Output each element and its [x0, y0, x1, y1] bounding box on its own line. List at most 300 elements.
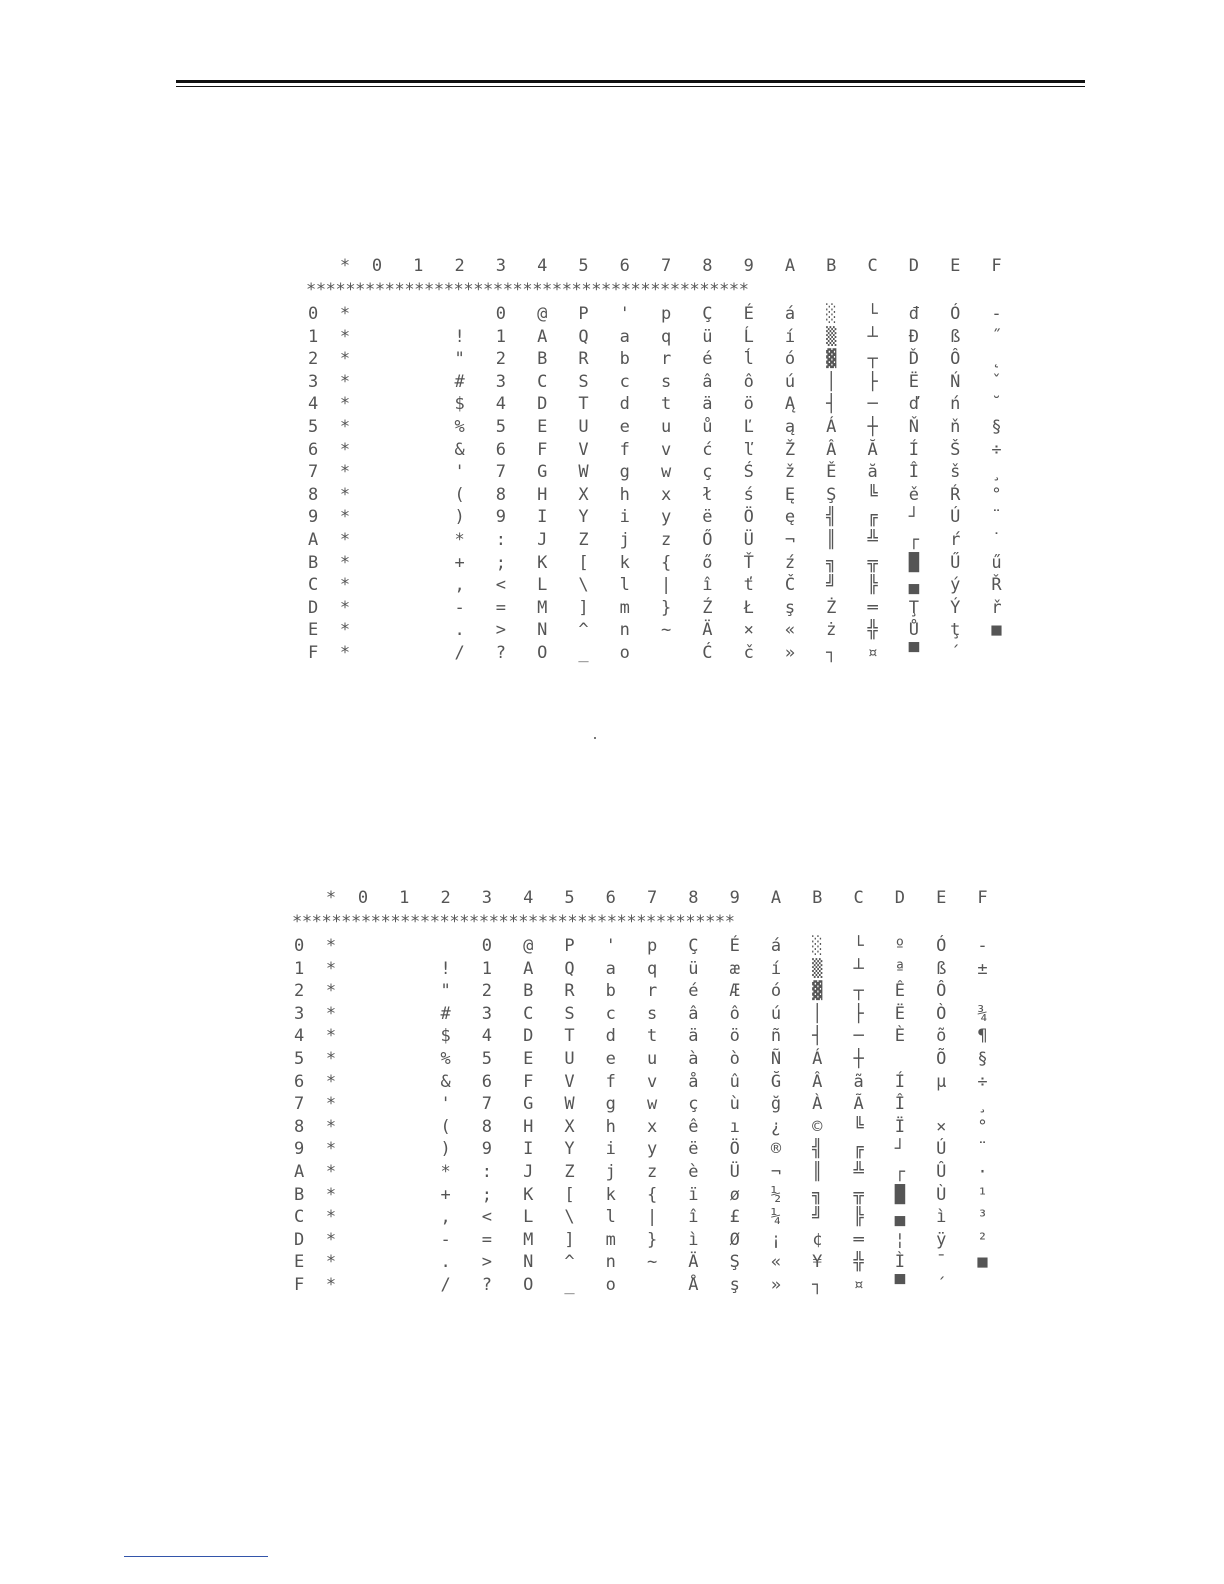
- glyph-cell: é: [688, 981, 699, 1002]
- glyph-cell: ź: [784, 552, 796, 573]
- row-label: 7: [308, 462, 319, 483]
- column-header: B: [826, 256, 837, 276]
- glyph-cell: k: [619, 552, 630, 573]
- glyph-cell: ╩: [867, 530, 878, 550]
- glyph-cell: F: [523, 1071, 534, 1092]
- glyph-cell: ç: [688, 1094, 699, 1115]
- glyph-cell: ┬: [867, 349, 878, 370]
- glyph-cell: č: [743, 643, 754, 663]
- row-label: 2: [294, 981, 305, 1002]
- glyph-cell: ╗: [812, 1184, 823, 1205]
- glyph-cell: (: [440, 1116, 451, 1137]
- glyph-cell: Ë: [908, 371, 920, 392]
- row-label: A: [294, 1162, 305, 1182]
- column-header: 0: [357, 888, 369, 908]
- glyph-cell: ║: [826, 530, 837, 550]
- glyph-cell: î: [702, 575, 713, 596]
- glyph-cell: %: [454, 417, 465, 437]
- glyph-cell: Â: [826, 439, 837, 460]
- glyph-cell: ~: [646, 1252, 658, 1273]
- glyph-cell: ÷: [977, 1071, 988, 1092]
- glyph-cell: ░: [826, 304, 837, 324]
- glyph-cell: £: [729, 1207, 740, 1228]
- glyph-cell: å: [688, 1071, 699, 1092]
- column-header: C: [867, 256, 878, 276]
- glyph-cell: J: [537, 530, 548, 550]
- glyph-cell: W: [564, 1094, 575, 1115]
- glyph-cell: Ç: [688, 936, 699, 956]
- glyph-cell: Í: [894, 1071, 906, 1092]
- glyph-cell: ¶: [977, 1026, 988, 1047]
- glyph-cell: â: [688, 1003, 699, 1024]
- glyph-cell: ╚: [867, 484, 878, 505]
- glyph-cell: Ć: [702, 643, 713, 663]
- glyph-cell: Ř: [991, 575, 1002, 596]
- glyph-cell: ż: [826, 620, 837, 641]
- glyph-cell: 4: [495, 394, 507, 415]
- glyph-cell: [: [564, 1184, 575, 1205]
- glyph-cell: ß: [950, 326, 961, 347]
- glyph-cell: D: [537, 394, 548, 415]
- glyph-cell: Ù: [936, 1184, 947, 1205]
- glyph-cell: ╝: [826, 575, 837, 596]
- glyph-cell: g: [605, 1094, 616, 1115]
- glyph-cell: ┬: [853, 981, 864, 1002]
- glyph-cell: v: [660, 439, 672, 460]
- glyph-cell: É: [743, 304, 754, 324]
- glyph-cell: ╔: [853, 1139, 864, 1160]
- glyph-cell: ╗: [826, 552, 837, 573]
- row-label: E: [308, 620, 319, 641]
- glyph-cell: ─: [867, 394, 878, 415]
- glyph-cell: ¯: [936, 1252, 947, 1273]
- glyph-cell: ─: [853, 1026, 864, 1047]
- glyph-cell: ľ: [743, 439, 754, 460]
- glyph-cell: [: [578, 552, 589, 573]
- glyph-cell: ┘: [894, 1139, 906, 1160]
- column-header: 2: [440, 888, 451, 908]
- header-rule-thick: [176, 80, 1085, 83]
- row-marker: *: [325, 1184, 337, 1205]
- asterisk-rule: *********************************************: [292, 912, 735, 932]
- glyph-cell: Ä: [702, 620, 713, 641]
- glyph-cell: Ö: [743, 507, 754, 528]
- glyph-cell: Ď: [908, 349, 920, 370]
- glyph-cell: c: [619, 371, 630, 392]
- row-marker: *: [339, 484, 351, 505]
- glyph-cell: ś: [743, 484, 754, 505]
- glyph-cell: r: [660, 349, 672, 370]
- glyph-cell: Ě: [826, 462, 837, 483]
- glyph-cell: ▀: [908, 643, 920, 663]
- glyph-cell: ó: [784, 349, 796, 370]
- glyph-cell: ¼: [770, 1207, 782, 1228]
- glyph-cell: =: [481, 1229, 493, 1250]
- glyph-cell: ░: [812, 936, 823, 956]
- glyph-cell: F: [537, 439, 548, 460]
- glyph-cell: $: [454, 394, 465, 415]
- glyph-cell: ř: [991, 597, 1002, 618]
- glyph-cell: ú: [770, 1003, 782, 1024]
- glyph-cell: ¢: [812, 1229, 823, 1250]
- glyph-cell: i: [605, 1139, 616, 1160]
- glyph-cell: ▒: [812, 958, 823, 979]
- row-label: 1: [294, 958, 305, 979]
- glyph-cell: u: [660, 417, 672, 437]
- row-label: 3: [294, 1003, 305, 1024]
- glyph-cell: t: [660, 394, 672, 415]
- glyph-cell: =: [495, 597, 507, 618]
- glyph-cell: ]: [564, 1229, 575, 1250]
- row-label: B: [308, 552, 319, 573]
- column-header: 6: [619, 256, 630, 276]
- glyph-cell: 5: [481, 1049, 493, 1069]
- glyph-cell: 7: [495, 462, 507, 483]
- glyph-cell: !: [440, 958, 451, 979]
- glyph-cell: ┼: [853, 1049, 864, 1069]
- glyph-cell: R: [578, 349, 589, 370]
- glyph-cell: ▄: [894, 1207, 906, 1228]
- glyph-cell: +: [440, 1184, 451, 1205]
- glyph-cell: |: [660, 575, 672, 596]
- glyph-cell: V: [578, 439, 589, 460]
- glyph-cell: g: [619, 462, 630, 483]
- glyph-cell: M: [523, 1229, 534, 1250]
- glyph-cell: Q: [578, 326, 589, 347]
- glyph-cell: E: [523, 1049, 534, 1069]
- glyph-cell: ë: [702, 507, 713, 528]
- glyph-cell: f: [619, 439, 630, 460]
- row-marker: *: [339, 394, 351, 415]
- glyph-cell: I: [523, 1139, 534, 1160]
- glyph-cell: ĺ: [743, 349, 754, 370]
- column-header: F: [977, 888, 988, 908]
- glyph-cell: ║: [812, 1162, 823, 1182]
- row-label: 0: [308, 304, 319, 324]
- column-header: 4: [523, 888, 534, 908]
- glyph-cell: o: [619, 643, 630, 663]
- row-marker: *: [325, 1003, 337, 1024]
- glyph-cell: S: [578, 371, 589, 392]
- glyph-cell: p: [660, 304, 672, 324]
- glyph-cell: µ: [936, 1071, 947, 1092]
- glyph-cell: P: [564, 936, 575, 956]
- row-label: 4: [294, 1026, 305, 1047]
- glyph-cell: -: [440, 1229, 451, 1250]
- glyph-cell: ┤: [812, 1026, 823, 1047]
- glyph-cell: Ę: [784, 484, 796, 505]
- row-marker: *: [325, 1162, 337, 1182]
- row-label: 6: [294, 1071, 305, 1092]
- glyph-cell: 6: [481, 1071, 493, 1092]
- glyph-cell: y: [660, 507, 672, 528]
- glyph-cell: C: [537, 371, 548, 392]
- glyph-cell: @: [523, 936, 534, 956]
- glyph-cell: t: [646, 1026, 658, 1047]
- glyph-cell: A: [523, 958, 534, 979]
- glyph-cell: 9: [481, 1139, 493, 1160]
- glyph-cell: %: [440, 1049, 451, 1069]
- glyph-cell: o: [605, 1275, 616, 1295]
- glyph-cell: Ş: [729, 1252, 740, 1273]
- row-marker: *: [325, 1116, 337, 1137]
- glyph-cell: ┐: [812, 1275, 823, 1295]
- glyph-cell: ý: [950, 575, 961, 596]
- glyph-cell: q: [660, 326, 672, 347]
- glyph-cell: &: [454, 439, 465, 460]
- glyph-cell: ═: [867, 597, 878, 618]
- glyph-cell: K: [523, 1184, 534, 1205]
- glyph-cell: ą: [784, 417, 796, 437]
- glyph-cell: Ť: [743, 552, 754, 573]
- glyph-cell: à: [688, 1049, 699, 1069]
- glyph-cell: ,: [454, 575, 465, 596]
- glyph-cell: ď: [908, 394, 920, 415]
- glyph-cell: (: [454, 484, 465, 505]
- glyph-cell: §: [991, 417, 1002, 437]
- glyph-cell: ş: [784, 597, 796, 618]
- glyph-cell: ¡: [770, 1229, 782, 1250]
- column-header: 1: [413, 256, 424, 276]
- glyph-cell: ▒: [826, 326, 837, 347]
- row-marker: *: [339, 349, 351, 370]
- glyph-cell: ┘: [908, 507, 920, 528]
- row-label: C: [308, 575, 319, 596]
- glyph-cell: Ŕ: [950, 484, 961, 505]
- glyph-cell: ■: [991, 620, 1002, 641]
- glyph-cell: ▓: [826, 349, 837, 370]
- glyph-cell: H: [537, 484, 548, 505]
- asterisk-rule: *********************************************: [306, 280, 749, 300]
- glyph-cell: ]: [578, 597, 589, 618]
- glyph-cell: ¤: [867, 643, 878, 663]
- glyph-cell: ª: [894, 958, 906, 979]
- column-header: 1: [399, 888, 410, 908]
- glyph-cell: ²: [977, 1229, 988, 1250]
- glyph-cell: z: [646, 1162, 658, 1182]
- column-header: E: [936, 888, 947, 908]
- glyph-cell: b: [619, 349, 630, 370]
- row-marker: *: [339, 462, 351, 483]
- glyph-cell: J: [523, 1162, 534, 1182]
- column-header: B: [812, 888, 823, 908]
- glyph-cell: ╠: [853, 1207, 864, 1228]
- glyph-cell: ▓: [812, 981, 823, 1002]
- glyph-cell: L: [523, 1207, 534, 1228]
- glyph-cell: Y: [578, 507, 589, 528]
- glyph-cell: ù: [729, 1094, 740, 1115]
- row-marker: *: [339, 575, 351, 596]
- glyph-cell: Ô: [936, 981, 947, 1002]
- glyph-cell: 8: [495, 484, 507, 505]
- glyph-cell: Ĺ: [743, 326, 754, 347]
- glyph-cell: A: [537, 326, 548, 347]
- glyph-cell: ;: [481, 1184, 493, 1205]
- glyph-cell: W: [578, 462, 589, 483]
- row-marker: *: [325, 1229, 337, 1250]
- glyph-cell: *: [440, 1162, 451, 1182]
- glyph-cell: ò: [729, 1049, 740, 1069]
- glyph-cell: ´: [936, 1275, 947, 1295]
- glyph-cell: Î: [894, 1094, 906, 1115]
- glyph-cell: Ł: [743, 597, 754, 618]
- column-header: 5: [564, 888, 575, 908]
- glyph-cell: k: [605, 1184, 616, 1205]
- glyph-cell: h: [605, 1116, 616, 1137]
- glyph-cell: ú: [784, 371, 796, 392]
- column-header: 5: [578, 256, 589, 276]
- glyph-cell: ţ: [950, 620, 961, 641]
- glyph-cell: Ã: [853, 1094, 864, 1115]
- glyph-cell: &: [440, 1071, 451, 1092]
- glyph-cell: _: [578, 643, 589, 663]
- glyph-cell: í: [784, 326, 796, 347]
- glyph-cell: È: [894, 1026, 906, 1047]
- glyph-cell: ®: [770, 1139, 782, 1160]
- glyph-cell: Z: [578, 530, 589, 550]
- glyph-cell: s: [660, 371, 672, 392]
- glyph-cell: G: [537, 462, 548, 483]
- glyph-cell: ?: [481, 1275, 493, 1295]
- row-label: F: [294, 1275, 305, 1295]
- glyph-cell: ü: [702, 326, 713, 347]
- glyph-cell: E: [537, 417, 548, 437]
- glyph-cell: ╦: [853, 1184, 864, 1205]
- glyph-cell: ˛: [991, 349, 1002, 370]
- glyph-cell: z: [660, 530, 672, 550]
- glyph-cell: █: [908, 552, 920, 573]
- header-rule-thin: [176, 86, 1085, 87]
- glyph-cell: °: [977, 1116, 988, 1137]
- glyph-cell: Ó: [950, 304, 961, 324]
- row-label: 2: [308, 349, 319, 370]
- glyph-cell: Ø: [729, 1229, 740, 1250]
- glyph-cell: Ź: [702, 597, 713, 618]
- glyph-cell: «: [784, 620, 796, 641]
- column-header: E: [950, 256, 961, 276]
- glyph-cell: ¿: [770, 1116, 782, 1137]
- glyph-cell: ^: [578, 620, 589, 641]
- glyph-cell: ': [440, 1094, 451, 1115]
- row-marker: *: [339, 326, 351, 347]
- column-header: C: [853, 888, 864, 908]
- glyph-cell: Z: [564, 1162, 575, 1182]
- glyph-cell: ť: [743, 575, 754, 596]
- glyph-cell: ©: [812, 1116, 823, 1137]
- glyph-cell: ô: [729, 1003, 740, 1024]
- glyph-cell: ,: [440, 1207, 451, 1228]
- row-marker: *: [325, 1094, 337, 1115]
- glyph-cell: ã: [853, 1071, 864, 1092]
- glyph-cell: N: [537, 620, 548, 641]
- glyph-cell: █: [894, 1184, 906, 1205]
- glyph-cell: S: [564, 1003, 575, 1024]
- column-header: 7: [646, 888, 658, 908]
- glyph-cell: ¨: [977, 1139, 988, 1160]
- glyph-cell: ╩: [853, 1162, 864, 1182]
- glyph-cell: ń: [950, 394, 961, 415]
- glyph-cell: ·: [977, 1162, 988, 1182]
- glyph-cell: _: [564, 1275, 575, 1295]
- glyph-cell: ž: [784, 462, 796, 483]
- glyph-cell: 6: [495, 439, 507, 460]
- glyph-cell: »: [770, 1275, 782, 1295]
- glyph-cell: d: [605, 1026, 616, 1047]
- glyph-cell: 7: [481, 1094, 493, 1115]
- glyph-cell: Ţ: [908, 597, 920, 618]
- glyph-cell: è: [688, 1162, 699, 1182]
- row-marker: *: [325, 1026, 337, 1047]
- glyph-cell: ╣: [812, 1139, 823, 1160]
- glyph-cell: Æ: [729, 981, 740, 1002]
- glyph-cell: Í: [908, 439, 920, 460]
- glyph-cell: ×: [743, 620, 754, 641]
- glyph-cell: Ń: [950, 371, 961, 392]
- glyph-cell: ě: [908, 484, 920, 505]
- glyph-cell: ÿ: [936, 1229, 947, 1250]
- glyph-cell: Ý: [950, 597, 961, 618]
- glyph-cell: ~: [660, 620, 672, 641]
- glyph-cell: ±: [977, 958, 988, 979]
- glyph-cell: ø: [729, 1184, 740, 1205]
- row-marker: *: [339, 620, 351, 641]
- glyph-cell: Ï: [894, 1116, 906, 1137]
- glyph-cell: û: [729, 1071, 740, 1092]
- glyph-cell: Ò: [936, 1003, 947, 1024]
- glyph-cell: ˝: [991, 326, 1002, 347]
- glyph-cell: *: [454, 530, 465, 550]
- glyph-cell: ů: [702, 417, 713, 437]
- glyph-cell: í: [770, 958, 782, 979]
- glyph-cell: ó: [770, 981, 782, 1002]
- column-header: A: [784, 256, 796, 276]
- glyph-cell: Ž: [784, 439, 796, 460]
- row-label: 4: [308, 394, 319, 415]
- glyph-cell: ö: [743, 394, 754, 415]
- glyph-cell: v: [646, 1071, 658, 1092]
- row-label: C: [294, 1207, 305, 1228]
- glyph-cell: Ú: [950, 507, 961, 528]
- glyph-cell: ï: [688, 1184, 699, 1205]
- glyph-cell: \: [578, 575, 589, 596]
- glyph-cell: ╝: [812, 1207, 823, 1228]
- glyph-cell: ¦: [894, 1229, 906, 1250]
- glyph-cell: 3: [495, 371, 507, 392]
- glyph-cell: #: [440, 1003, 451, 1024]
- glyph-cell: Î: [908, 462, 920, 483]
- glyph-cell: 8: [481, 1116, 493, 1137]
- row-label: 1: [308, 326, 319, 347]
- glyph-cell: {: [646, 1184, 658, 1205]
- row-label: 7: [294, 1094, 305, 1115]
- glyph-cell: õ: [936, 1026, 947, 1047]
- glyph-cell: p: [646, 936, 658, 956]
- glyph-cell: x: [660, 484, 672, 505]
- glyph-cell: À: [812, 1094, 823, 1115]
- glyph-cell: ³: [977, 1207, 988, 1228]
- glyph-cell: ä: [688, 1026, 699, 1047]
- glyph-cell: !: [454, 326, 465, 347]
- glyph-cell: ▀: [894, 1275, 906, 1295]
- row-marker: *: [325, 1139, 337, 1160]
- glyph-cell: ô: [743, 371, 754, 392]
- row-label: 9: [308, 507, 319, 528]
- glyph-cell: Õ: [936, 1049, 947, 1069]
- glyph-cell: ì: [688, 1229, 699, 1250]
- glyph-cell: ┴: [853, 958, 864, 979]
- column-header: D: [908, 256, 920, 276]
- glyph-cell: Ö: [729, 1139, 740, 1160]
